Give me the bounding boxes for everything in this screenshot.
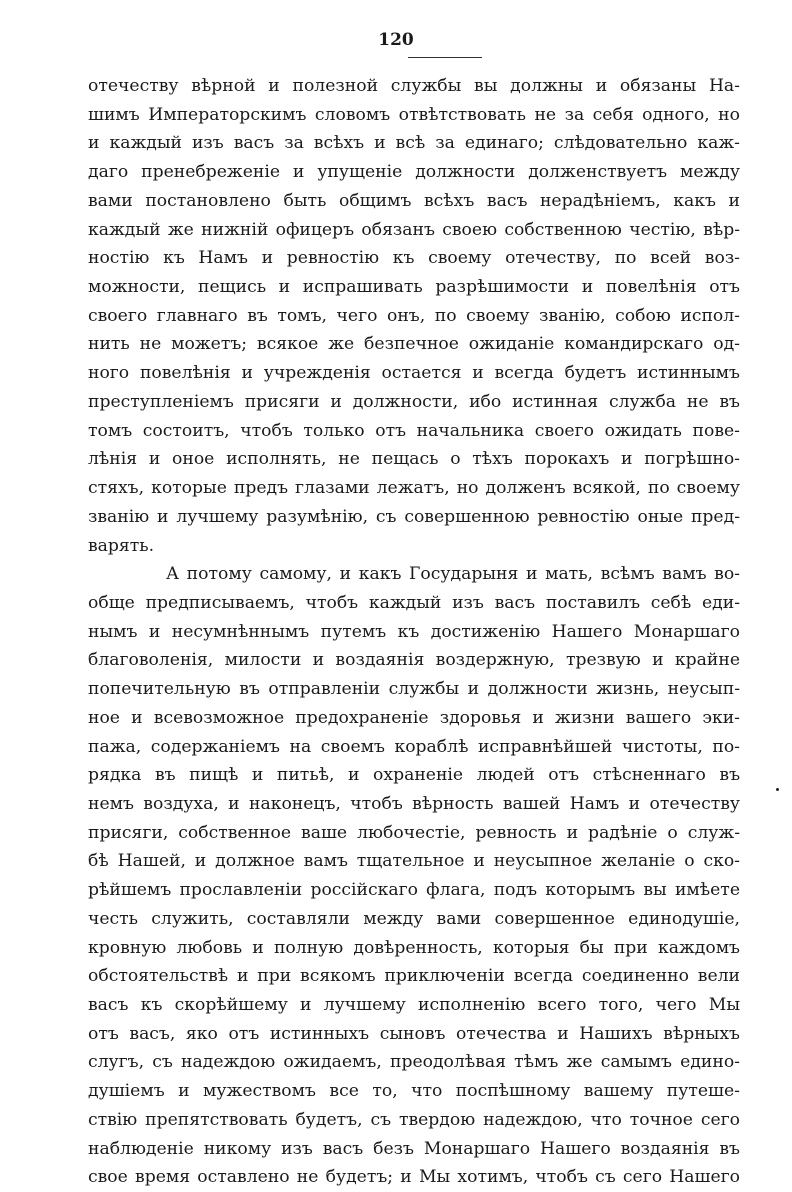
text-line: преступленіемъ присяги и должности, ибо истинная служба не въ	[88, 391, 740, 412]
text-line: душіемъ и мужествомъ все то, что поспѣшному вашему путеше-	[88, 1081, 740, 1102]
text-line: званію и лучшему разумѣнію, съ совершенною ревностію оные пред-	[88, 506, 740, 527]
text-line: честь служить, составляли между вами совершенное единодушіе,	[88, 908, 740, 929]
text-line: рядка въ пищѣ и питьѣ, и охраненіе людей отъ стѣсненнаго въ	[88, 765, 740, 786]
text-line: томъ состоитъ, чтобъ только отъ начальника своего ожидать пове-	[88, 420, 740, 441]
page-number-rule	[408, 57, 482, 58]
page-number: 120	[378, 30, 414, 50]
text-line: васъ къ скорѣйшему и лучшему исполненію всего того, чего Мы	[88, 995, 740, 1015]
text-line: ного повелѣнія и учрежденія остается и всегда будетъ истиннымъ	[88, 363, 740, 384]
text-line: стяхъ, которые предъ глазами лежатъ, но долженъ всякой, по своему	[88, 478, 740, 499]
text-line: ствію препятствовать будетъ, съ твердою надеждою, что точное сего	[88, 1109, 740, 1130]
text-line: попечительную въ отправленіи службы и должности жизнь, неусып-	[88, 679, 740, 700]
text-line: присяги, собственное ваше любочестіе, ревность и радѣніе о служ-	[88, 822, 740, 843]
text-line: отъ васъ, яко отъ истинныхъ сыновъ отечества и Нашихъ вѣрныхъ	[88, 1023, 740, 1044]
paragraph	[88, 560, 740, 1192]
text-line: рѣйшемъ прославленіи россійскаго флага, подъ которымъ вы имѣете	[88, 880, 740, 901]
text-line: своего главнаго въ томъ, чего онъ, по своему званію, собою испол-	[88, 305, 740, 326]
text-line: ностію къ Намъ и ревностію къ своему отечеству, по всей воз-	[88, 248, 740, 269]
text-line: лѣнія и оное исполнять, не пещась о тѣхъ порокахъ и погрѣшно-	[88, 449, 740, 470]
text-line: можности, пещись и испрашивать разрѣшимости и повелѣнія отъ	[88, 277, 740, 298]
text-line: нымъ и несумнѣннымъ путемъ къ достиженію Нашего Монаршаго	[88, 621, 740, 642]
text-line: ное и всевозможное предохраненіе здоровья и жизни вашего эки-	[88, 707, 740, 728]
text-line: даго пренебреженіе и упущеніе должности долженствуетъ между	[88, 162, 740, 183]
body-text	[88, 72, 740, 1192]
text-line: вами постановлено быть общимъ всѣхъ васъ нерадѣніемъ, какъ и	[88, 190, 740, 211]
text-line: немъ воздуха, и наконецъ, чтобъ вѣрность вашей Намъ и отечеству	[88, 793, 740, 814]
text-line: пажа, содержаніемъ на своемъ кораблѣ исправнѣйшей чистоты, по-	[88, 736, 740, 757]
text-line: наблюденіе никому изъ васъ безъ Монаршаго Нашего воздаянія въ	[88, 1138, 740, 1159]
text-line: каждый же нижній офицеръ обязанъ своею собственною честію, вѣр-	[88, 219, 740, 240]
text-line: обстоятельствѣ и при всякомъ приключеніи всегда соединенно вели	[88, 966, 740, 987]
text-line: и каждый изъ васъ за всѣхъ и всѣ за единаго; слѣдовательно каж-	[88, 133, 740, 154]
text-line: варять.	[88, 535, 155, 556]
text-line: нить не можетъ; всякое же безпечное ожиданіе командирскаго од-	[88, 334, 740, 355]
text-line: бѣ Нашей, и должное вамъ тщательное и неусыпное желаніе о ско-	[88, 851, 740, 872]
text-line: свое время оставлено не будетъ; и Мы хотимъ, чтобъ съ сего Нашего	[88, 1167, 740, 1188]
text-line: обще предписываемъ, чтобъ каждый изъ васъ поставилъ себѣ еди-	[88, 592, 740, 613]
text-line: А потому самому, и какъ Государыня и мать, всѣмъ вамъ во-	[166, 564, 740, 585]
ink-speck	[776, 788, 779, 791]
text-line: шимъ Императорскимъ словомъ отвѣтствовать не за себя одного, но	[88, 104, 740, 125]
text-line: кровную любовь и полную довѣренность, которыя бы при каждомъ	[88, 937, 740, 958]
text-line: отечеству вѣрной и полезной службы вы должны и обязаны На-	[88, 76, 740, 96]
text-line: слугъ, съ надеждою ожидаемъ, преодолѣвая тѣмъ же самымъ едино-	[88, 1052, 740, 1073]
text-line: благоволенія, милости и воздаянія воздержную, трезвую и крайне	[88, 650, 740, 671]
paragraph	[88, 72, 740, 560]
